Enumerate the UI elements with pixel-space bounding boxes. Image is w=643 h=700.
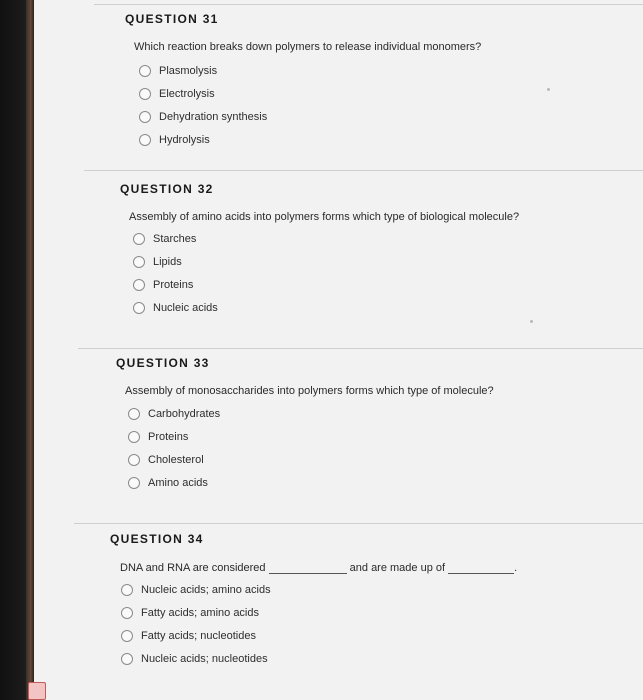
- question-prompt: Which reaction breaks down polymers to release individual monomers?: [134, 41, 482, 53]
- prompt-part-2: and are made up of: [349, 562, 446, 574]
- question-32: [120, 182, 519, 319]
- radio-button[interactable]: [128, 431, 140, 443]
- radio-button[interactable]: [133, 256, 145, 268]
- question-title: QUESTION 31: [125, 12, 219, 26]
- divider: [74, 523, 643, 524]
- option-nucleic-acids[interactable]: [133, 296, 519, 319]
- option-proteins[interactable]: [128, 425, 494, 448]
- option-cholesterol[interactable]: [128, 448, 494, 471]
- radio-button[interactable]: [139, 134, 151, 146]
- option-nucleic-acids-amino-acids[interactable]: [121, 578, 517, 601]
- option-label: Fatty acids; amino acids: [141, 606, 259, 619]
- radio-button[interactable]: [139, 88, 151, 100]
- option-carbohydrates[interactable]: [128, 402, 494, 425]
- option-dehydration-synthesis[interactable]: [139, 105, 481, 128]
- radio-button[interactable]: [139, 111, 151, 123]
- prompt-part-1: DNA and RNA are considered: [120, 562, 266, 574]
- radio-button[interactable]: [121, 607, 133, 619]
- radio-button[interactable]: [128, 408, 140, 420]
- answer-blank-1: [269, 562, 347, 574]
- radio-button[interactable]: [139, 65, 151, 77]
- option-label: Cholesterol: [148, 453, 204, 466]
- option-label: Proteins: [148, 430, 189, 443]
- option-label: Dehydration synthesis: [159, 110, 268, 123]
- option-label: Carbohydrates: [148, 407, 221, 420]
- question-prompt: Assembly of amino acids into polymers forms which type of biological molecule?: [129, 211, 520, 223]
- option-nucleic-acids-nucleotides[interactable]: [121, 647, 517, 670]
- screen-speck: [547, 88, 550, 91]
- option-amino-acids[interactable]: [128, 471, 494, 494]
- answer-blank-2: [448, 562, 514, 574]
- option-label: Hydrolysis: [159, 133, 210, 146]
- option-proteins[interactable]: [133, 273, 519, 296]
- question-title: QUESTION 33: [116, 356, 210, 370]
- option-label: Nucleic acids; amino acids: [141, 583, 271, 596]
- radio-button[interactable]: [133, 279, 145, 291]
- prompt-end: .: [514, 562, 518, 574]
- screen-edge: [26, 0, 34, 700]
- option-label: Proteins: [153, 278, 194, 291]
- question-31: [125, 12, 481, 151]
- option-lipids[interactable]: [133, 250, 519, 273]
- quiz-page: [34, 0, 643, 700]
- option-fatty-acids-nucleotides[interactable]: [121, 624, 517, 647]
- option-electrolysis[interactable]: [139, 82, 481, 105]
- question-title: QUESTION 32: [120, 182, 214, 196]
- divider: [94, 4, 643, 5]
- option-label: Starches: [153, 232, 197, 245]
- radio-button[interactable]: [121, 584, 133, 596]
- taskbar-app-icon[interactable]: [28, 682, 46, 700]
- option-label: Nucleic acids: [153, 301, 218, 314]
- question-title: QUESTION 34: [110, 532, 204, 546]
- radio-button[interactable]: [121, 653, 133, 665]
- radio-button[interactable]: [128, 454, 140, 466]
- question-prompt: [120, 562, 517, 574]
- radio-button[interactable]: [121, 630, 133, 642]
- option-label: Fatty acids; nucleotides: [141, 629, 256, 642]
- divider: [78, 348, 643, 349]
- radio-button[interactable]: [128, 477, 140, 489]
- option-fatty-acids-amino-acids[interactable]: [121, 601, 517, 624]
- option-label: Nucleic acids; nucleotides: [141, 652, 268, 665]
- option-label: Plasmolysis: [159, 64, 218, 77]
- divider: [84, 170, 643, 171]
- option-starches[interactable]: [133, 227, 519, 250]
- option-label: Electrolysis: [159, 87, 215, 100]
- option-label: Lipids: [153, 255, 182, 268]
- question-34: [110, 532, 517, 670]
- screen-speck: [530, 320, 533, 323]
- option-hydrolysis[interactable]: [139, 128, 481, 151]
- option-label: Amino acids: [148, 476, 208, 489]
- radio-button[interactable]: [133, 233, 145, 245]
- radio-button[interactable]: [133, 302, 145, 314]
- question-33: [116, 356, 494, 494]
- option-plasmolysis[interactable]: [139, 59, 481, 82]
- question-prompt: Assembly of monosaccharides into polymers forms which type of molecule?: [125, 385, 494, 397]
